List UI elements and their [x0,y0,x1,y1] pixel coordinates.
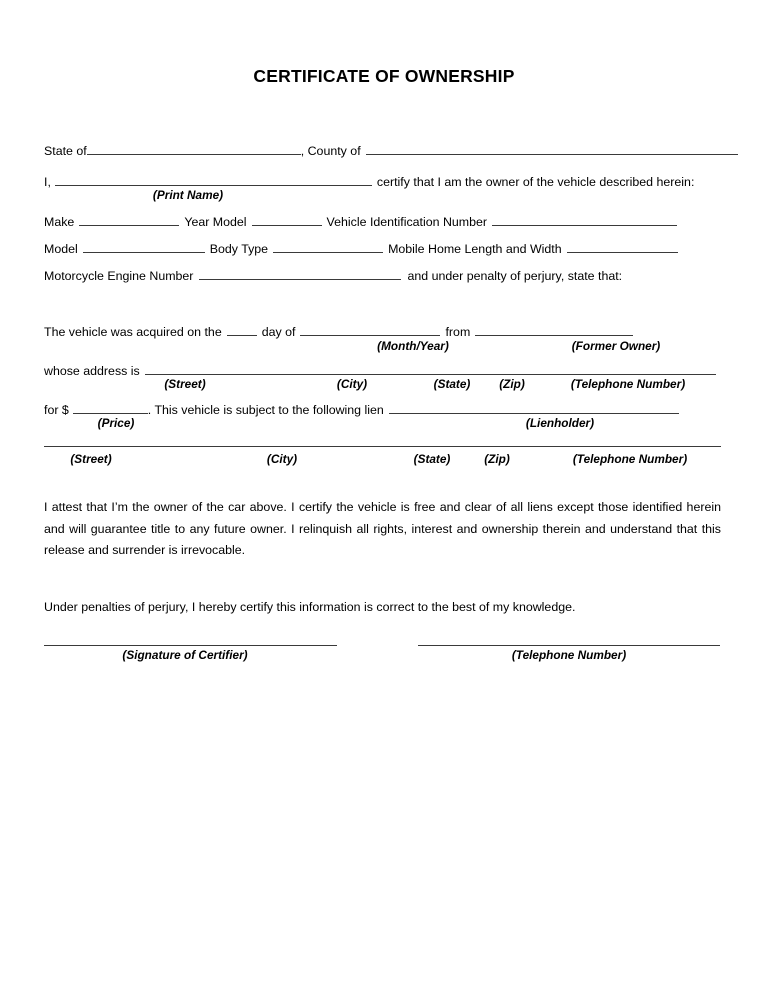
signature-telephone-rule[interactable] [418,645,720,646]
state-input-blank[interactable] [87,142,301,155]
seller-address-blank[interactable] [145,362,716,375]
lien-row [44,401,720,418]
seller-zip-caption: (Zip) [499,377,525,391]
former-owner-caption: (Former Owner) [571,339,661,353]
price-blank[interactable] [73,401,148,414]
body-type-blank[interactable] [273,240,383,253]
signature-caption: (Signature of Certifier) [122,648,248,662]
mobile-home-label: Mobile Home Length and Width [388,242,562,256]
model-blank[interactable] [83,240,205,253]
month-year-caption: (Month/Year) [377,339,449,353]
lien-zip-caption: (Zip) [484,452,510,466]
model-bodytype-row [44,240,720,257]
lien-city-caption: (City) [266,452,298,466]
certifier-row [44,173,720,190]
acquisition-lead: The vehicle was acquired on the [44,325,222,339]
jurisdiction-row [44,142,720,159]
day-of-label: day of [261,325,296,339]
attestation-paragraph: I attest that I’m the owner of the car above. I certify the vehicle is free and clear of all liens except those identified herein and will guarantee title to any future owner. I relinquish all rights, interest and ownership therein and understand that this release and surrender is irrevocable. [44,500,721,557]
perjury-tail-label: and under penalty of perjury, state that: [407,269,623,283]
motorcycle-engine-blank[interactable] [199,267,401,280]
acquisition-row [44,323,720,340]
perjury-statement: Under penalties of perjury, I hereby certify this information is correct to the best of my knowledge. [44,600,576,614]
seller-city-caption: (City) [336,377,368,391]
county-label: , County of [300,144,361,158]
seller-telephone-caption: (Telephone Number) [570,377,686,391]
price-caption: (Price) [97,416,135,430]
lien-street-caption: (Street) [70,452,112,466]
motorcycle-engine-row [44,267,720,284]
state-label: State of [44,144,87,158]
signature-rule[interactable] [44,645,337,646]
lien-statement: . This vehicle is subject to the following lien [147,403,384,417]
motorcycle-engine-label: Motorcycle Engine Number [44,269,194,283]
make-blank[interactable] [79,213,179,226]
model-label: Model [44,242,78,256]
lienholder-blank[interactable] [389,401,679,414]
seller-state-caption: (State) [433,377,471,391]
print-name-caption: (Print Name) [152,188,224,202]
acquisition-day-blank[interactable] [227,323,257,336]
lien-telephone-caption: (Telephone Number) [572,452,688,466]
from-label: from [445,325,471,339]
seller-street-caption: (Street) [164,377,206,391]
lien-address-rule[interactable] [44,446,721,447]
county-input-blank[interactable] [366,142,738,155]
make-label: Make [44,215,75,229]
vin-label: Vehicle Identification Number [326,215,488,229]
body-type-label: Body Type [209,242,269,256]
print-name-blank[interactable] [55,173,372,186]
lienholder-caption: (Lienholder) [525,416,595,430]
year-model-blank[interactable] [252,213,322,226]
lien-state-caption: (State) [413,452,451,466]
former-owner-blank[interactable] [475,323,633,336]
vin-blank[interactable] [492,213,677,226]
page-title: CERTIFICATE OF OWNERSHIP [253,66,515,86]
make-year-vin-row [44,213,720,230]
certifier-suffix: certify that I am the owner of the vehicle described herein: [376,175,695,189]
month-year-blank[interactable] [300,323,440,336]
certifier-prefix: I, [44,175,51,189]
year-model-label: Year Model [184,215,247,229]
price-lead: for $ [44,403,69,417]
signature-telephone-caption: (Telephone Number) [511,648,627,662]
mobile-home-blank[interactable] [567,240,678,253]
seller-address-lead: whose address is [44,364,140,378]
